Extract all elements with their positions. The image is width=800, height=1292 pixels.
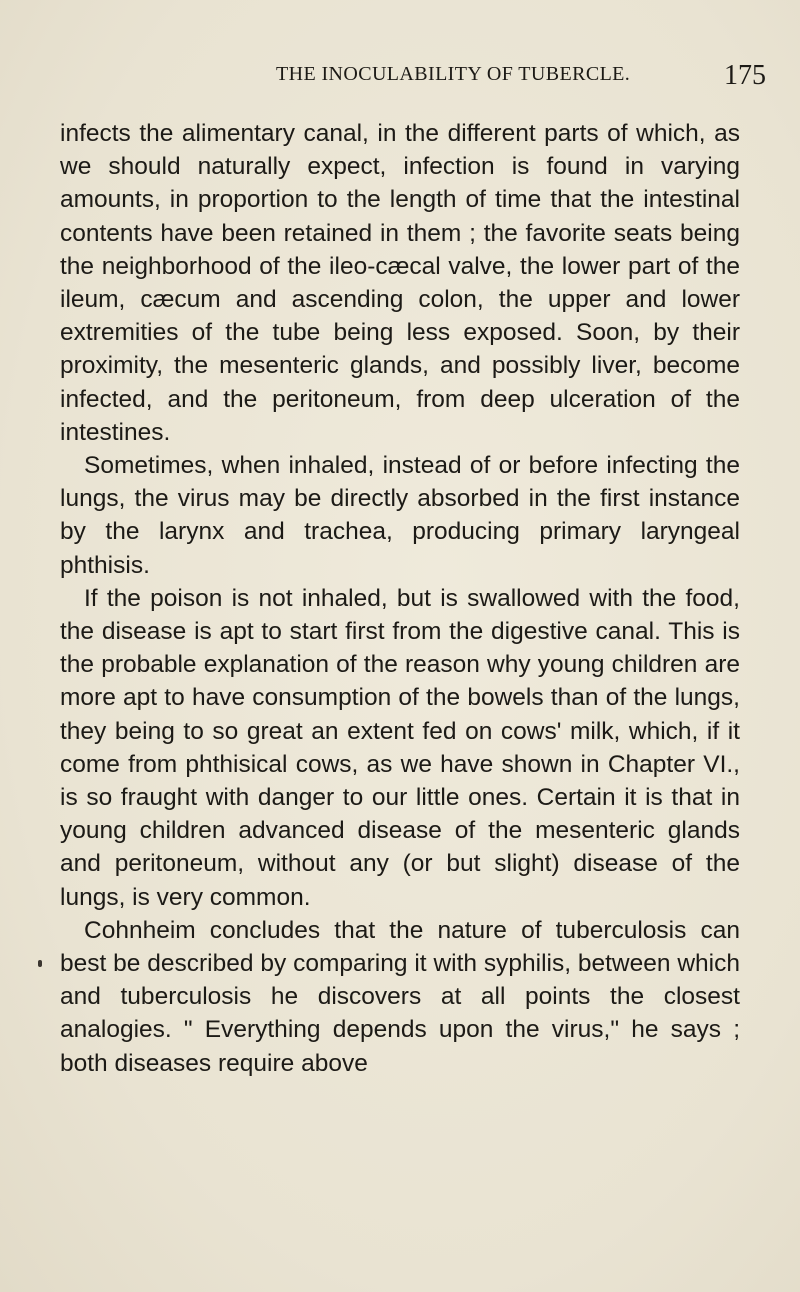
paragraph-continued: infects the alimentary canal, in the different parts of which, as we should naturally expect, infection is found in varying amounts, in proportion to the length of time that the intestinal contents have been retained in them ; the favorite seats being the neighborhood of the ileo-cæcal valve, the lower part of the ileum, cæcum and ascending colon, the upper and lower extremities of the tube being less exposed. Soon, by their proximity, the mesenteric glands, and possibly liver, become infected, and the peritoneum, from deep ulceration of the intestines. [60, 120, 740, 446]
paragraph-cohnheim: Cohnheim concludes that the nature of tuberculosis can best be described by comparing it with syphilis, between which and tuberculosis he discovers at all points the closest analogies. " Everything depends upon the virus," he says ; both diseases require above [60, 916, 740, 1077]
running-head [276, 60, 766, 92]
page-number: 175 [724, 60, 766, 91]
body-text [60, 117, 740, 1080]
chapter-title: THE INOCULABILITY OF TUBERCLE. [276, 63, 631, 85]
paragraph-larynx: Sometimes, when inhaled, instead of or before infecting the lungs, the virus may be directly absorbed in the first instance by the larynx and trachea, producing primary laryngeal phthisis. [60, 452, 740, 579]
paragraph-digestive: If the poison is not inhaled, but is swallowed with the food, the disease is apt to start first from the digestive canal. This is the probable explanation of the reason why young children are more apt to have consumption of the bowels than of the lungs, they being to so great an extent fed on cows' milk, which, if it come from phthisical cows, as we have shown in Chapter VI., is so fraught with danger to our little ones. Certain it is that in young children advanced disease of the mesenteric glands and peritoneum, without any (or but slight) disease of the lungs, is very common. [60, 584, 740, 911]
ink-speck [38, 960, 42, 967]
